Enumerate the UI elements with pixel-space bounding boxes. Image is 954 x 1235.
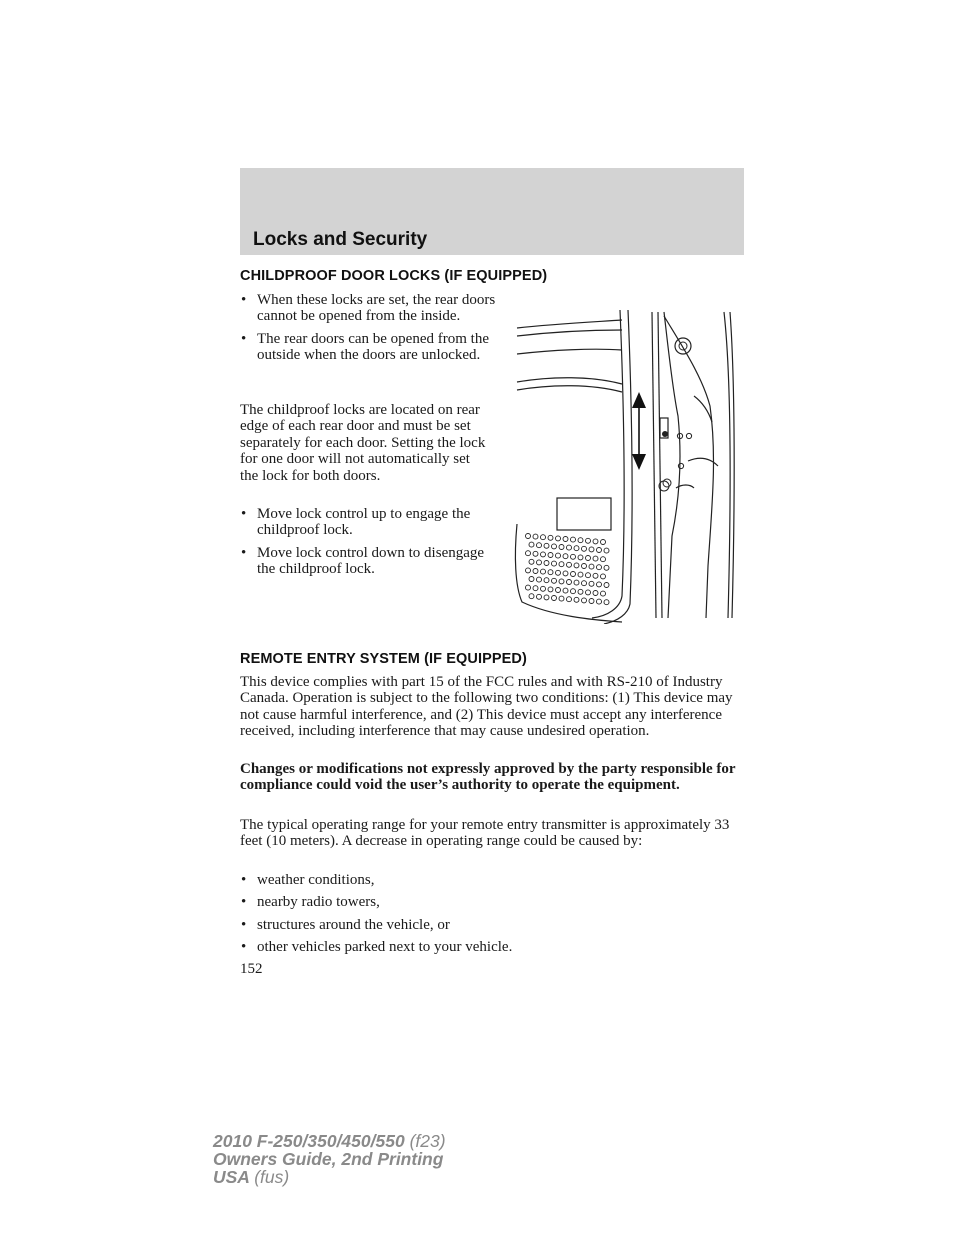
- remote-entry-heading: REMOTE ENTRY SYSTEM (IF EQUIPPED): [240, 651, 527, 667]
- list-item: • When these locks are set, the rear doors cannot be opened from the inside.: [240, 292, 502, 325]
- footer-model-code: (f23): [409, 1131, 446, 1151]
- list-item: • Move lock control down to disengage the childproof lock.: [240, 545, 490, 578]
- list-item: • weather conditions,: [240, 872, 744, 888]
- footer-market: USA: [213, 1167, 250, 1187]
- section-title: Locks and Security: [253, 229, 428, 250]
- page-number: 152: [240, 961, 263, 977]
- remote-range-paragraph: The typical operating range for your remote entry transmitter is approximately 33 feet (10 meters). A decrease in operating range could be caused by:: [240, 817, 730, 850]
- childproof-bullets-bottom: [240, 506, 490, 584]
- remote-warning: Changes or modifications not expressly approved by the party responsible for compliance could void the user’s authority to operate the equipment.: [240, 761, 736, 794]
- section-header-band: [240, 168, 744, 255]
- footer-guide: Owners Guide, 2nd Printing: [213, 1149, 444, 1169]
- list-item: • The rear doors can be opened from the outside when the doors are unlocked.: [240, 331, 502, 364]
- list-item: • other vehicles parked next to your vehicle.: [240, 939, 744, 955]
- list-item: • structures around the vehicle, or: [240, 917, 744, 933]
- childproof-heading: CHILDPROOF DOOR LOCKS (IF EQUIPPED): [240, 268, 548, 284]
- childproof-bullets-top: [240, 292, 502, 370]
- remote-compliance-paragraph: This device complies with part 15 of the FCC rules and with RS-210 of Industry Canada. Operation is subject to the following two conditions: (1) This device may not cause harmful interference, and (2) This device must accept any interference received, including interference that may cause undesired operation.: [240, 674, 733, 740]
- footer-model: 2010 F-250/350/450/550: [213, 1131, 405, 1151]
- list-item: • Move lock control up to engage the childproof lock.: [240, 506, 490, 539]
- childproof-lock-illustration: [512, 306, 748, 624]
- footer-market-code: (fus): [254, 1167, 290, 1187]
- range-causes-list: [240, 872, 744, 962]
- list-item: • nearby radio towers,: [240, 894, 744, 910]
- childproof-paragraph: The childproof locks are located on rear edge of each rear door and must be set separately for each door. Setting the lock for one door will not automatically set the lock for both doors.: [240, 402, 486, 484]
- document-footer: [213, 1132, 446, 1186]
